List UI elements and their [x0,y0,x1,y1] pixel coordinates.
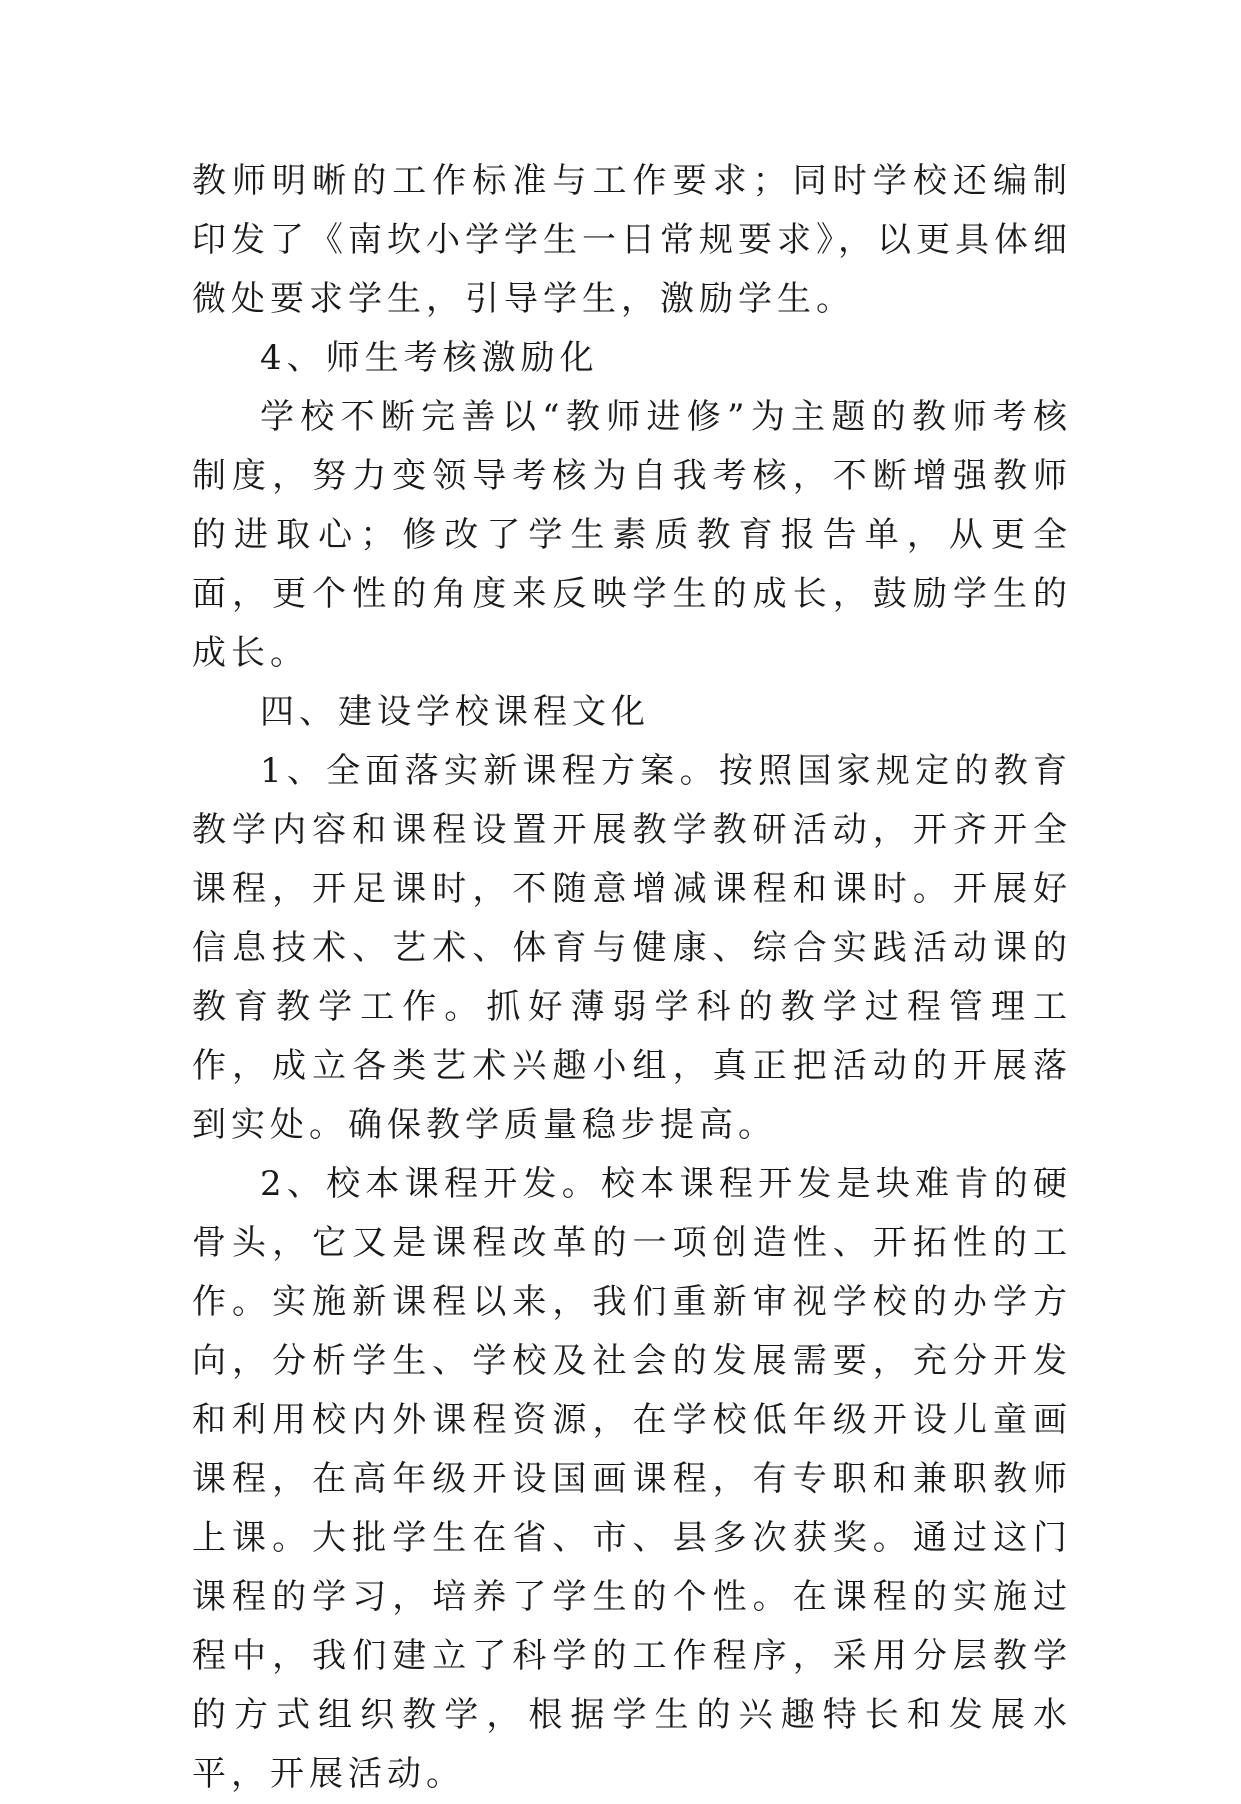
paragraph-continuation: 教师明晰的工作标准与工作要求；同时学校还编制印发了《南坎小学学生一日常规要求》，以更具体细微处要求学生，引导学生，激励学生。 [192,161,1072,319]
heading-curriculum-culture: 四、建设学校课程文化 [260,692,650,732]
heading-teacher-student-assessment: 4、师生考核激励化 [260,338,599,378]
paragraph-assessment-system: 学校不断完善以“教师进修”为主题的教师考核制度，努力变领导考核为自我考核，不断增强教师的进取心；修改了学生素质教育报告单，从更全面，更个性的角度来反映学生的成长，鼓励学生的成长。 [192,397,1072,673]
paragraph-school-curriculum: 2、校本课程开发。校本课程开发是块难肯的硬骨头，它又是课程改革的一项创造性、开拓性的工作。实施新课程以来，我们重新审视学校的办学方向，分析学生、学校及社会的发展需要，充分开发和利用校内外课程资源，在学校低年级开设儿童画课程，在高年级开设国画课程，有专职和兼职教师上课。大批学生在省、市、县多次获奖。通过这门课程的学习，培养了学生的个性。在课程的实施过程中，我们建立了科学的工作程序，采用分层教学的方式组织教学，根据学生的兴趣特长和发展水平，开展活动。 [192,1164,1072,1794]
document-body [192,152,1072,1804]
paragraph-new-curriculum: 1、全面落实新课程方案。按照国家规定的教育教学内容和课程设置开展教学教研活动，开齐开全课程，开足课时，不随意增减课程和课时。开展好信息技术、艺术、体育与健康、综合实践活动课的教育教学工作。抓好薄弱学科的教学过程管理工作，成立各类艺术兴趣小组，真正把活动的开展落到实处。确保教学质量稳步提高。 [192,751,1072,1145]
